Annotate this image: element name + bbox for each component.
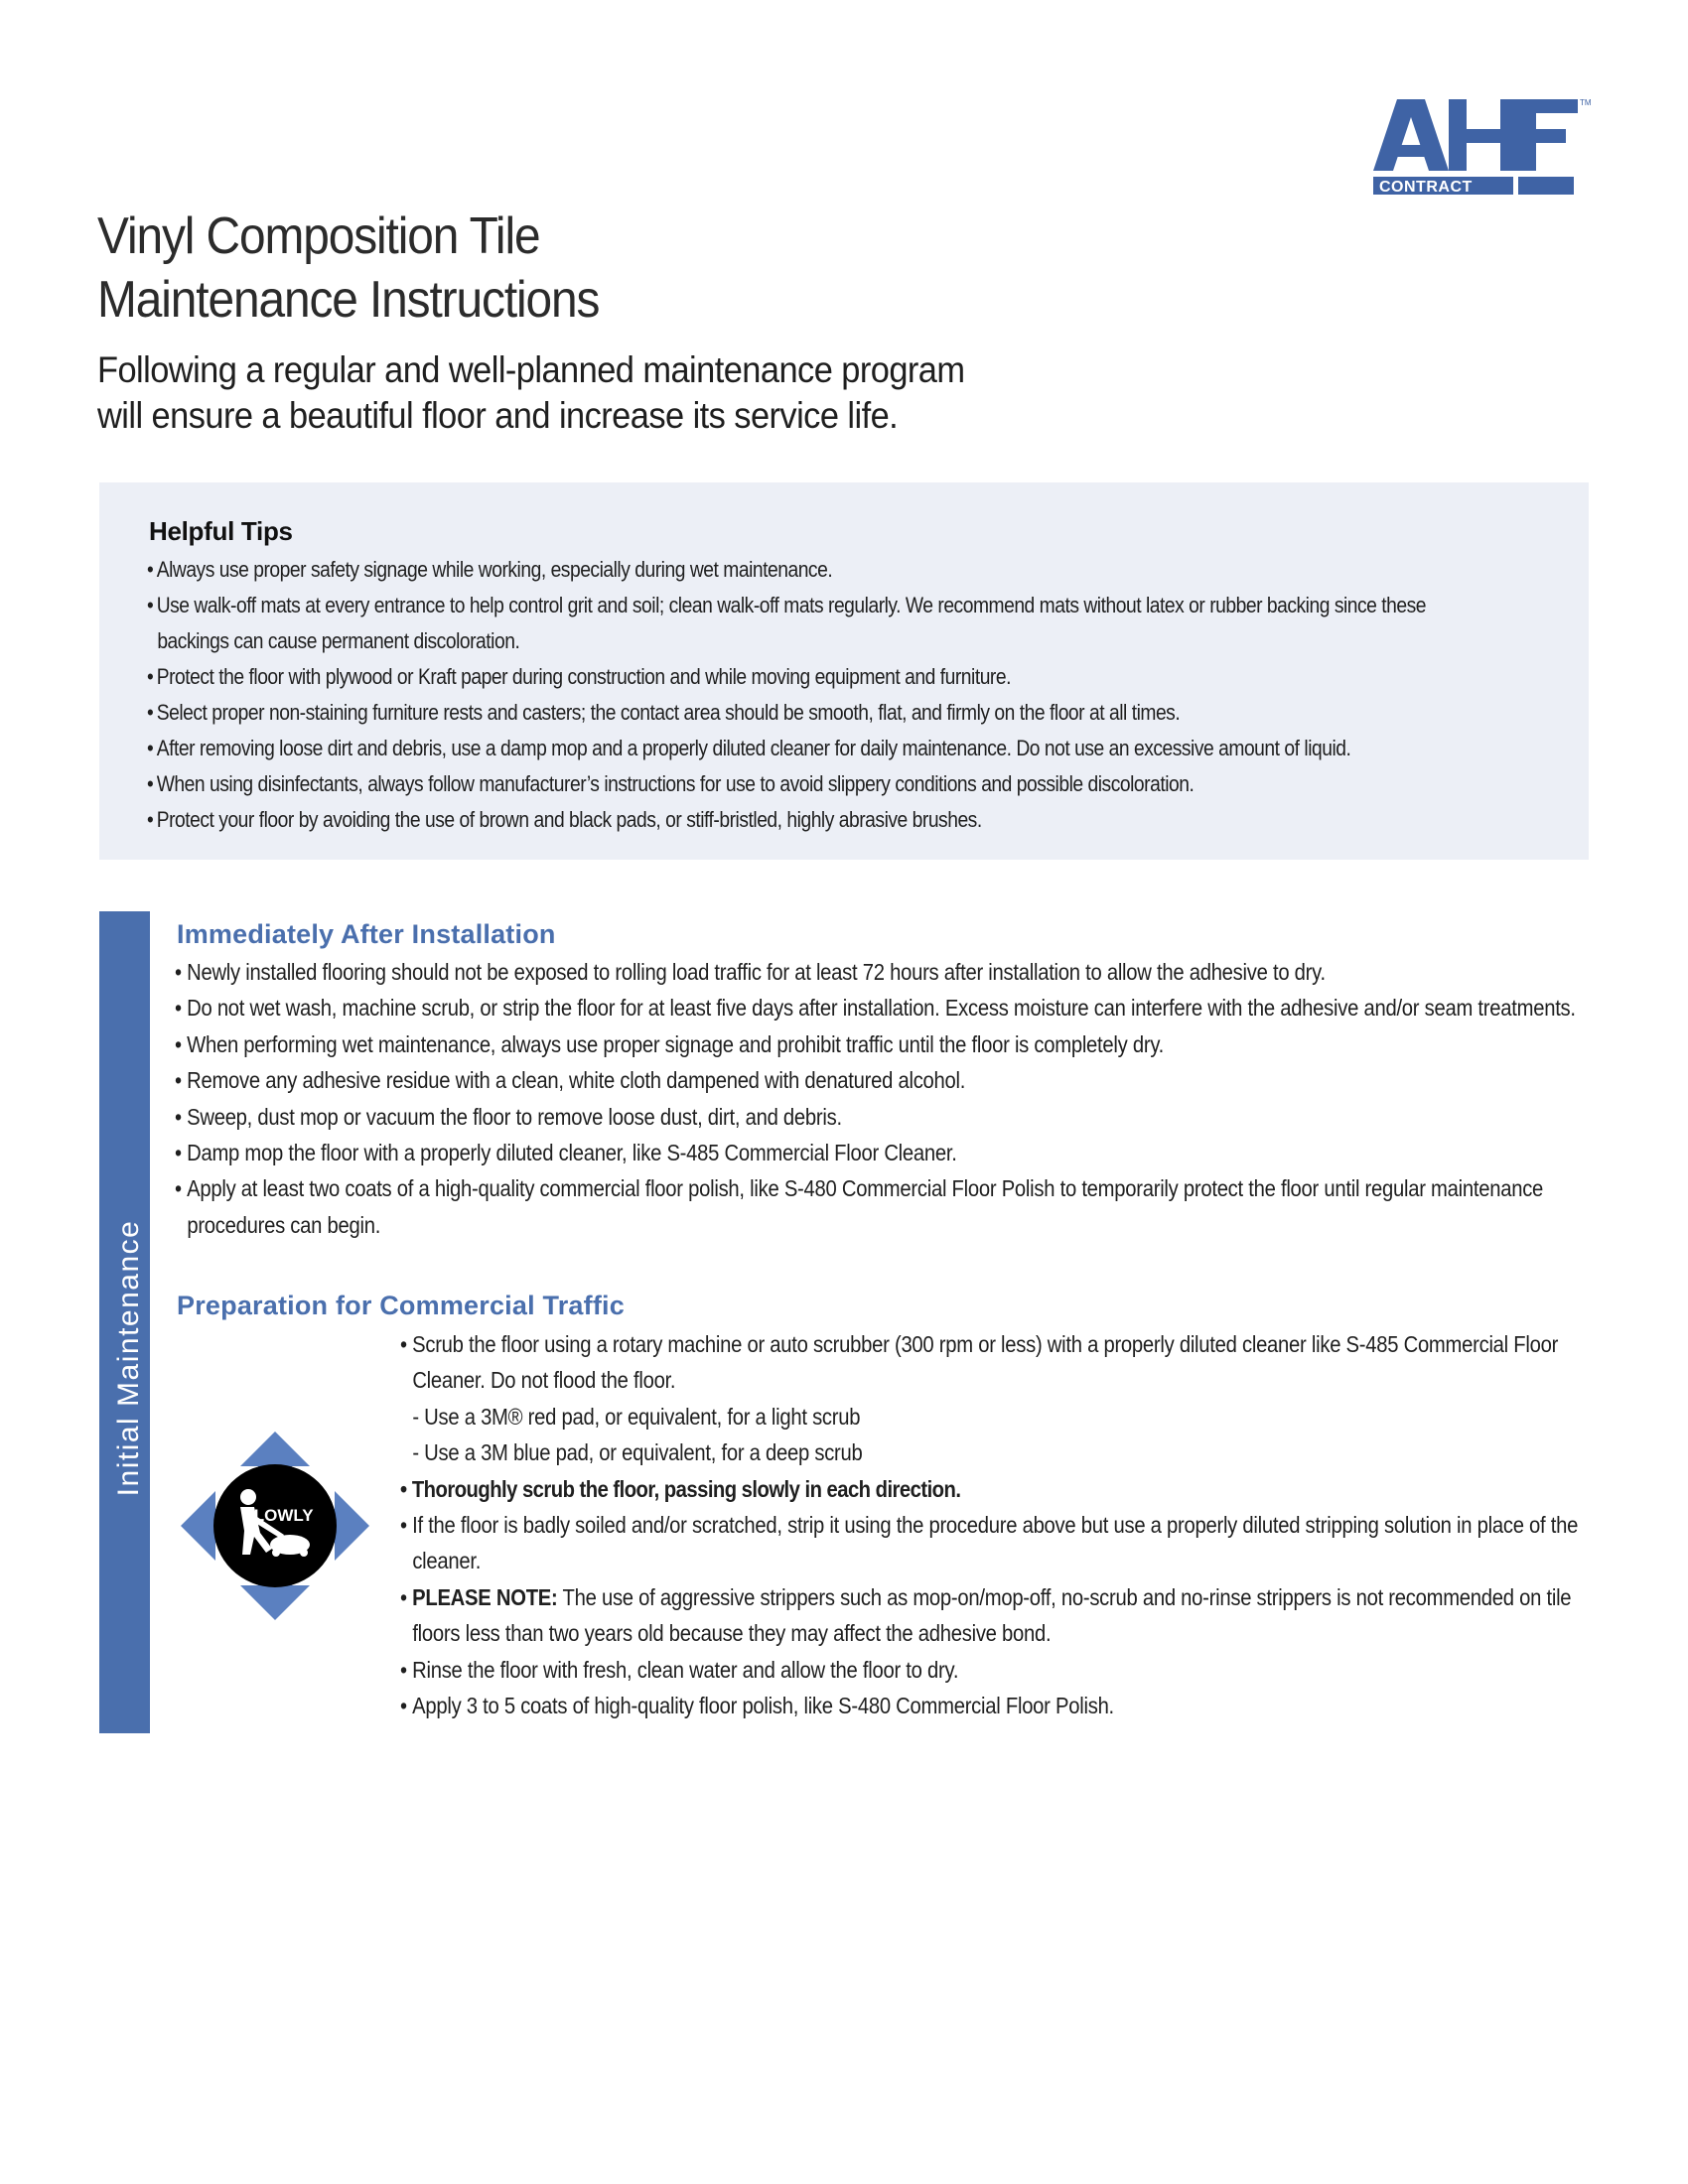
list-item: • If the floor is badly soiled and/or scratched, strip it using the procedure above but use a properly diluted stripping solution in place of the cleaner. bbox=[400, 1507, 1582, 1579]
page-title bbox=[97, 205, 1011, 332]
page-subtitle bbox=[97, 347, 1160, 439]
list-item: • When performing wet maintenance, always use proper signage and prohibit traffic until the floor is completely dry. bbox=[175, 1026, 1582, 1062]
subtitle-line-2: will ensure a beautiful floor and increase its service life. bbox=[97, 395, 899, 436]
list-item-note bbox=[400, 1579, 1582, 1652]
list-item: • Do not wet wash, machine scrub, or strip the floor for at least five days after installation. Excess moisture can interfere with the adhesive and/or seam treatments. bbox=[175, 990, 1582, 1025]
tip-item: • Protect the floor with plywood or Kraft paper during construction and while moving equipment and furniture. bbox=[147, 659, 1428, 695]
please-note-label: PLEASE NOTE: bbox=[412, 1583, 558, 1610]
title-line-1: Vinyl Composition Tile bbox=[97, 207, 540, 265]
list-item: • Apply 3 to 5 coats of high-quality floor polish, like S-480 Commercial Floor Polish. bbox=[400, 1688, 1582, 1723]
tip-item: • Protect your floor by avoiding the use of brown and black pads, or stiff-bristled, highly abrasive brushes. bbox=[147, 802, 1428, 838]
helpful-tips-list bbox=[147, 552, 1428, 838]
list-item: • Newly installed flooring should not be exposed to rolling load traffic for at least 72 hours after installation to allow the adhesive to dry. bbox=[175, 954, 1582, 990]
title-line-2: Maintenance Instructions bbox=[97, 271, 600, 329]
slowly-scrub-icon bbox=[181, 1432, 369, 1620]
preparation-commercial-traffic-heading: Preparation for Commercial Traffic bbox=[177, 1291, 625, 1320]
immediately-after-installation-heading: Immediately After Installation bbox=[177, 919, 556, 949]
logo-tm: TM bbox=[1580, 98, 1592, 107]
ahf-contract-logo bbox=[1373, 95, 1594, 201]
helpful-tips-box bbox=[99, 482, 1589, 860]
list-item: • Rinse the floor with fresh, clean water and allow the floor to dry. bbox=[400, 1652, 1582, 1688]
list-item: • Remove any adhesive residue with a clean, white cloth dampened with denatured alcohol. bbox=[175, 1062, 1582, 1098]
initial-maintenance-label: Initial Maintenance bbox=[112, 1219, 145, 1497]
subtitle-line-1: Following a regular and well-planned maintenance program bbox=[97, 349, 965, 390]
tip-item: • Use walk-off mats at every entrance to help control grit and soil; clean walk-off mats regularly. We recommend mats without latex or rubber backing since these backings can cause permanent discoloration. bbox=[147, 588, 1428, 659]
sub-item: - Use a 3M blue pad, or equivalent, for a deep scrub bbox=[412, 1439, 863, 1466]
list-item: • Scrub the floor using a rotary machine or auto scrubber (300 rpm or less) with a properly diluted cleaner like S-485 Commercial Floor Cleaner. Do not flood the floor. bbox=[400, 1326, 1582, 1399]
preparation-commercial-traffic-list bbox=[400, 1326, 1582, 1723]
list-item: • Thoroughly scrub the floor, passing slowly in each direction. bbox=[400, 1471, 1582, 1507]
tip-item: • After removing loose dirt and debris, use a damp mop and a properly diluted cleaner for daily maintenance. Do not use an excessive amount of liquid. bbox=[147, 731, 1428, 766]
tip-item: • Select proper non-staining furniture rests and casters; the contact area should be smooth, flat, and firmly on the floor at all times. bbox=[147, 695, 1428, 731]
immediately-after-installation-list bbox=[175, 954, 1582, 1243]
list-item: • Sweep, dust mop or vacuum the floor to remove loose dust, dirt, and debris. bbox=[175, 1099, 1582, 1135]
slowly-label: SLOWLY bbox=[242, 1506, 314, 1525]
tip-item: • Always use proper safety signage while working, especially during wet maintenance. bbox=[147, 552, 1428, 588]
helpful-tips-heading: Helpful Tips bbox=[149, 516, 293, 546]
please-note-text: The use of aggressive strippers such as mop-on/mop-off, no-scrub and no-rinse strippers is not recommended on tile floors less than two years old because they may affect the adhesive bond. bbox=[412, 1583, 1572, 1647]
list-item: • Damp mop the floor with a properly diluted cleaner, like S-485 Commercial Floor Cleaner. bbox=[175, 1135, 1582, 1170]
list-item: • Apply at least two coats of a high-quality commercial floor polish, like S-480 Commercial Floor Polish to temporarily protect the floor until regular maintenance procedures can begin. bbox=[175, 1170, 1582, 1243]
sub-item: - Use a 3M® red pad, or equivalent, for a light scrub bbox=[412, 1403, 861, 1430]
logo-contract-text: CONTRACT bbox=[1379, 179, 1473, 196]
tip-item: • When using disinfectants, always follow manufacturer’s instructions for use to avoid slippery conditions and possible discoloration. bbox=[147, 766, 1428, 802]
